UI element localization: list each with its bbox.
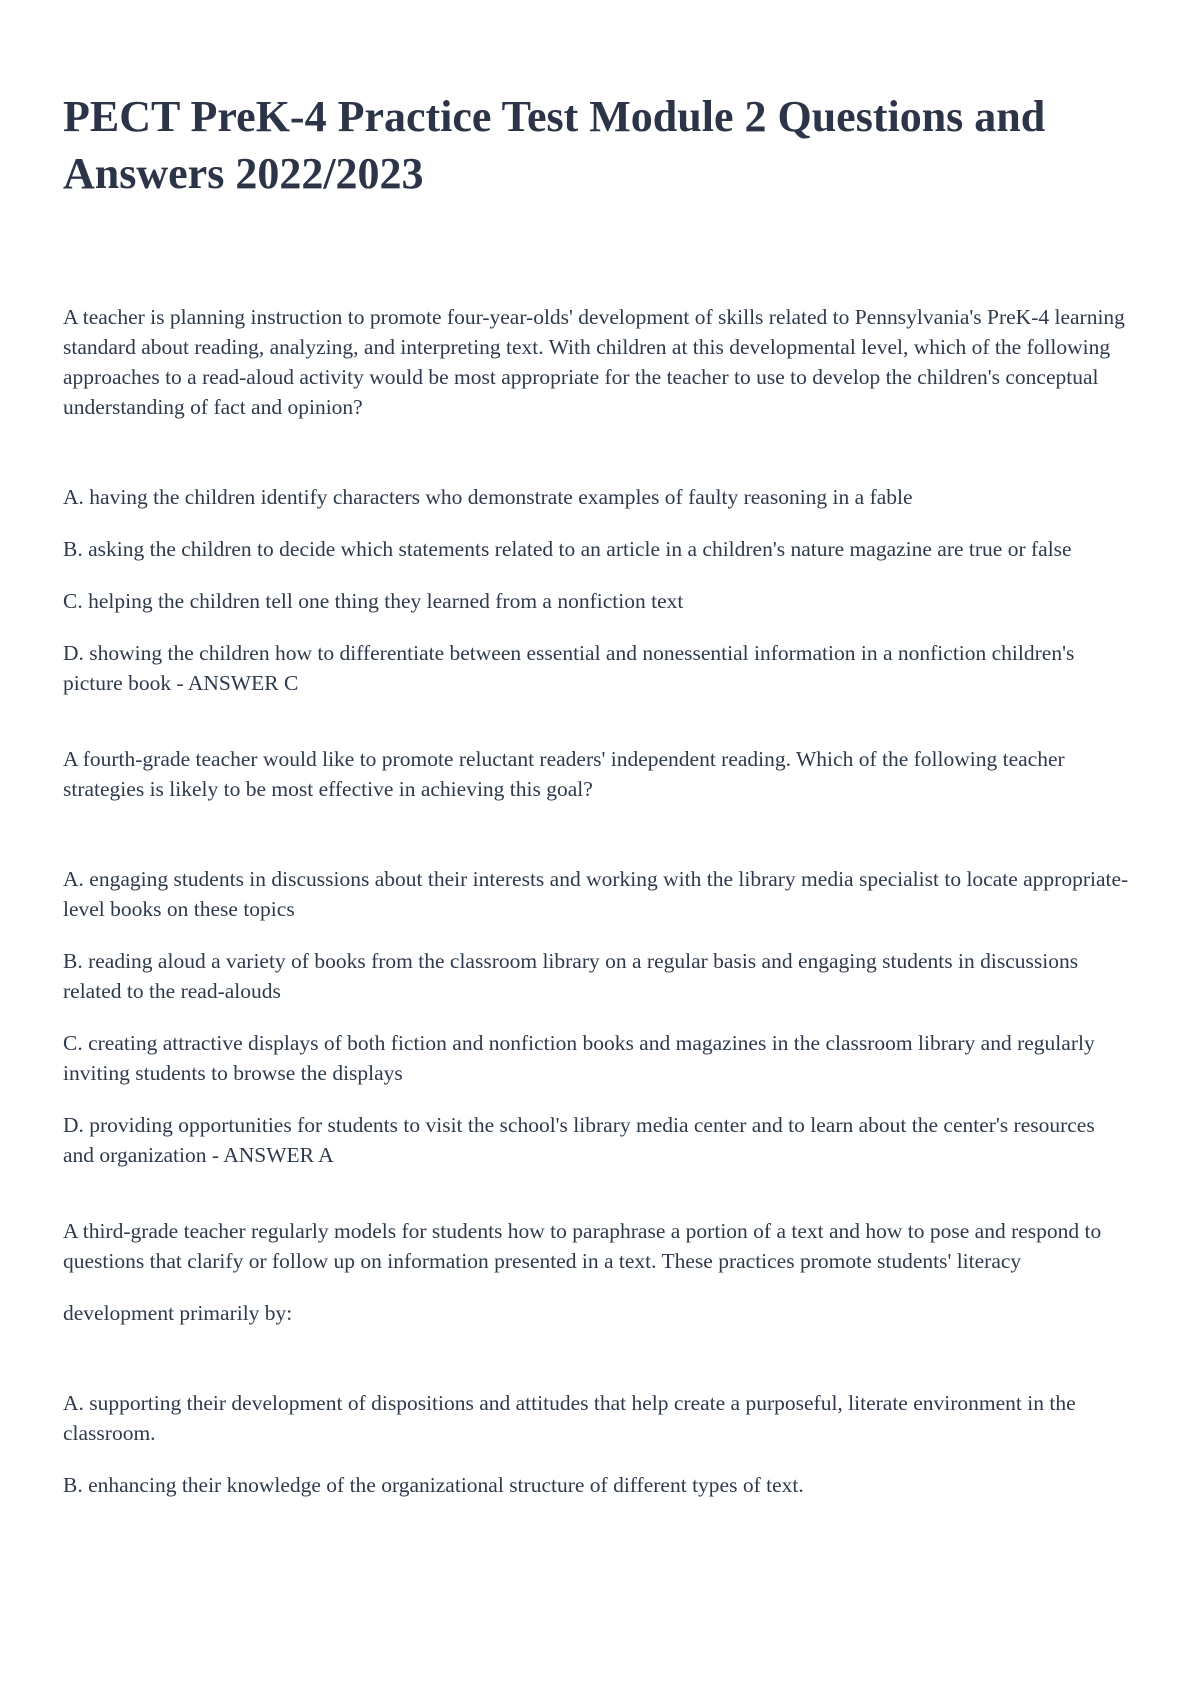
question-stem: A teacher is planning instruction to promote four-year-olds' development of skills related to Pennsylvania's PreK-4 learning standard about reading, analyzing, and interpreting text. With children at this developmental level, which of the following approaches to a read-aloud activity would be most appropriate for the teacher to use to develop the children's conceptual understanding of fact and opinion? <box>63 305 1125 419</box>
question-stem: A fourth-grade teacher would like to promote reluctant readers' independent reading. Which of the following teacher strategies is likely to be most effective in achieving this goal? <box>63 747 1065 801</box>
document-title: PECT PreK-4 Practice Test Module 2 Questions and Answers 2022/2023 <box>63 92 1046 198</box>
question-stem-continued: development primarily by: <box>63 1301 293 1325</box>
question-block-1 <box>63 302 1131 698</box>
answer-option-a: A. supporting their development of dispositions and attitudes that help create a purposeful, literate environment in the classroom. <box>63 1391 1076 1445</box>
answer-option-a: A. engaging students in discussions about their interests and working with the library media specialist to locate appropriate-level books on these topics <box>63 867 1129 921</box>
answer-option-b: B. asking the children to decide which statements related to an article in a children's nature magazine are true or false <box>63 537 1072 561</box>
answer-option-d: D. showing the children how to differentiate between essential and nonessential information in a nonfiction children's picture book - ANSWER C <box>63 641 1075 695</box>
answer-option-a: A. having the children identify characters who demonstrate examples of faulty reasoning in a fable <box>63 485 913 509</box>
answer-option-b: B. enhancing their knowledge of the organizational structure of different types of text. <box>63 1473 804 1497</box>
question-block-2 <box>63 744 1131 1170</box>
answer-option-b: B. reading aloud a variety of books from the classroom library on a regular basis and engaging students in discussions related to the read-alouds <box>63 949 1079 1003</box>
answer-option-c: C. creating attractive displays of both fiction and nonfiction books and magazines in the classroom library and regularly inviting students to browse the displays <box>63 1031 1095 1085</box>
question-stem: A third-grade teacher regularly models for students how to paraphrase a portion of a text and how to pose and respond to questions that clarify or follow up on information presented in a text. These practices promote students' literacy <box>63 1219 1102 1273</box>
answer-option-c: C. helping the children tell one thing they learned from a nonfiction text <box>63 589 684 613</box>
answer-option-d: D. providing opportunities for students to visit the school's library media center and to learn about the center's resources and organization - ANSWER A <box>63 1113 1095 1167</box>
question-block-3 <box>63 1216 1131 1500</box>
